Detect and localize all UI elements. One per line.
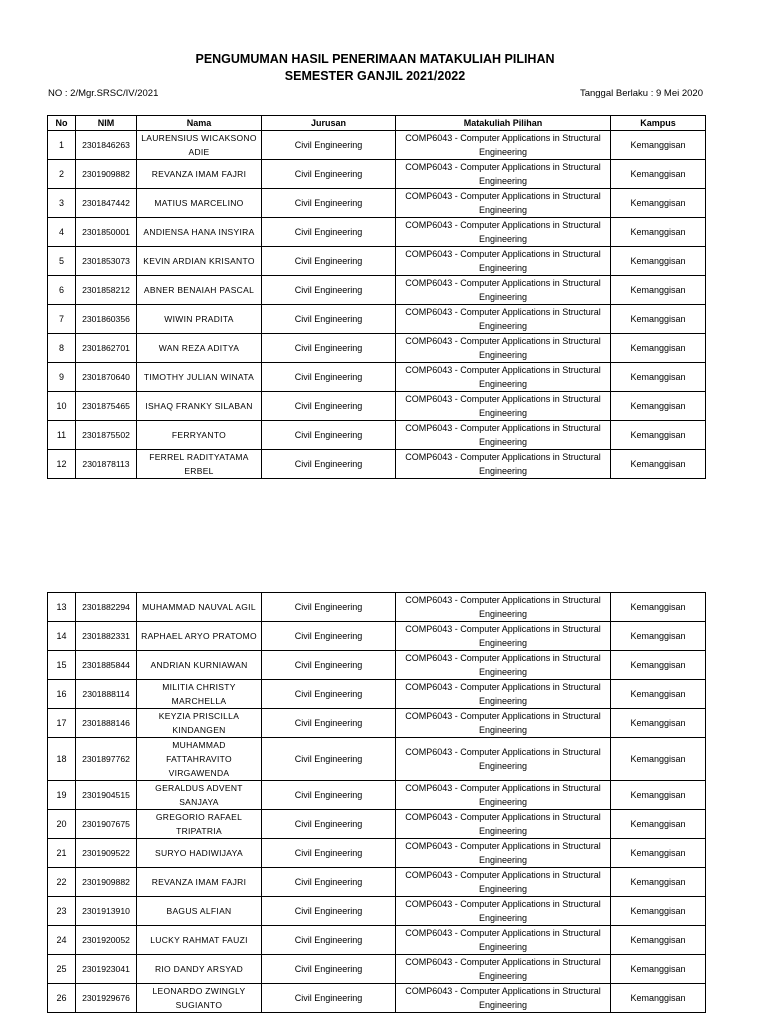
cell-matakuliah: COMP6043 - Computer Applications in Structural Engineering	[396, 392, 611, 421]
cell-jurusan: Civil Engineering	[262, 593, 396, 622]
cell-nim: 2301904515	[76, 781, 137, 810]
cell-kampus: Kemanggisan	[611, 955, 706, 984]
cell-nama: ANDRIAN KURNIAWAN	[137, 651, 262, 680]
cell-nim: 2301847442	[76, 189, 137, 218]
cell-nama: TIMOTHY JULIAN WINATA	[137, 363, 262, 392]
table-row	[48, 305, 706, 334]
cell-matakuliah: COMP6043 - Computer Applications in Structural Engineering	[396, 131, 611, 160]
cell-jurusan: Civil Engineering	[262, 305, 396, 334]
cell-no: 21	[48, 839, 76, 868]
cell-kampus: Kemanggisan	[611, 622, 706, 651]
table-row	[48, 189, 706, 218]
results-table-part-1	[47, 115, 706, 479]
cell-nama: FERRYANTO	[137, 421, 262, 450]
cell-kampus: Kemanggisan	[611, 781, 706, 810]
cell-nama: ANDIENSA HANA INSYIRA	[137, 218, 262, 247]
cell-matakuliah: COMP6043 - Computer Applications in Structural Engineering	[396, 160, 611, 189]
cell-nama: MUHAMMAD FATTAHRAVITO VIRGAWENDA	[137, 738, 262, 781]
cell-jurusan: Civil Engineering	[262, 897, 396, 926]
cell-kampus: Kemanggisan	[611, 363, 706, 392]
cell-nim: 2301860356	[76, 305, 137, 334]
header-jurusan: Jurusan	[262, 116, 396, 131]
cell-nim: 2301885844	[76, 651, 137, 680]
cell-nama: RAPHAEL ARYO PRATOMO	[137, 622, 262, 651]
cell-kampus: Kemanggisan	[611, 450, 706, 479]
header-kampus: Kampus	[611, 116, 706, 131]
cell-kampus: Kemanggisan	[611, 160, 706, 189]
cell-kampus: Kemanggisan	[611, 305, 706, 334]
cell-nama: LEONARDO ZWINGLY SUGIANTO	[137, 984, 262, 1013]
cell-no: 17	[48, 709, 76, 738]
header-nim: NIM	[76, 116, 137, 131]
effective-date: Tanggal Berlaku : 9 Mei 2020	[579, 88, 703, 99]
cell-nim: 2301846263	[76, 131, 137, 160]
table-row	[48, 926, 706, 955]
cell-kampus: Kemanggisan	[611, 334, 706, 363]
cell-matakuliah: COMP6043 - Computer Applications in Structural Engineering	[396, 984, 611, 1013]
cell-matakuliah: COMP6043 - Computer Applications in Structural Engineering	[396, 955, 611, 984]
table-row	[48, 868, 706, 897]
cell-kampus: Kemanggisan	[611, 131, 706, 160]
cell-no: 14	[48, 622, 76, 651]
cell-jurusan: Civil Engineering	[262, 926, 396, 955]
table-row	[48, 955, 706, 984]
cell-nama: MILITIA CHRISTY MARCHELLA	[137, 680, 262, 709]
cell-no: 24	[48, 926, 76, 955]
table-row	[48, 160, 706, 189]
cell-nim: 2301888146	[76, 709, 137, 738]
cell-kampus: Kemanggisan	[611, 680, 706, 709]
cell-nim: 2301853073	[76, 247, 137, 276]
cell-no: 8	[48, 334, 76, 363]
table-row	[48, 810, 706, 839]
cell-matakuliah: COMP6043 - Computer Applications in Structural Engineering	[396, 334, 611, 363]
cell-matakuliah: COMP6043 - Computer Applications in Structural Engineering	[396, 363, 611, 392]
cell-no: 13	[48, 593, 76, 622]
table-row	[48, 593, 706, 622]
cell-no: 15	[48, 651, 76, 680]
cell-matakuliah: COMP6043 - Computer Applications in Structural Engineering	[396, 189, 611, 218]
cell-no: 1	[48, 131, 76, 160]
cell-matakuliah: COMP6043 - Computer Applications in Structural Engineering	[396, 276, 611, 305]
document-number: NO : 2/Mgr.SRSC/IV/2021	[48, 88, 159, 99]
cell-nama: GERALDUS ADVENT SANJAYA	[137, 781, 262, 810]
cell-no: 5	[48, 247, 76, 276]
cell-nim: 2301897762	[76, 738, 137, 781]
cell-matakuliah: COMP6043 - Computer Applications in Structural Engineering	[396, 593, 611, 622]
table-body-2	[48, 593, 706, 1013]
cell-kampus: Kemanggisan	[611, 247, 706, 276]
cell-nim: 2301923041	[76, 955, 137, 984]
cell-jurusan: Civil Engineering	[262, 984, 396, 1013]
cell-no: 10	[48, 392, 76, 421]
cell-kampus: Kemanggisan	[611, 276, 706, 305]
cell-kampus: Kemanggisan	[611, 709, 706, 738]
cell-nim: 2301909882	[76, 868, 137, 897]
cell-nama: WAN REZA ADITYA	[137, 334, 262, 363]
cell-nim: 2301882294	[76, 593, 137, 622]
cell-kampus: Kemanggisan	[611, 738, 706, 781]
cell-no: 12	[48, 450, 76, 479]
cell-matakuliah: COMP6043 - Computer Applications in Structural Engineering	[396, 651, 611, 680]
cell-matakuliah: COMP6043 - Computer Applications in Structural Engineering	[396, 781, 611, 810]
cell-jurusan: Civil Engineering	[262, 839, 396, 868]
cell-no: 18	[48, 738, 76, 781]
cell-jurusan: Civil Engineering	[262, 334, 396, 363]
cell-nim: 2301875502	[76, 421, 137, 450]
cell-nim: 2301907675	[76, 810, 137, 839]
cell-nama: REVANZA IMAM FAJRI	[137, 160, 262, 189]
cell-jurusan: Civil Engineering	[262, 189, 396, 218]
cell-nama: REVANZA IMAM FAJRI	[137, 868, 262, 897]
cell-nim: 2301882331	[76, 622, 137, 651]
cell-jurusan: Civil Engineering	[262, 680, 396, 709]
table-row	[48, 709, 706, 738]
cell-jurusan: Civil Engineering	[262, 131, 396, 160]
cell-nama: RIO DANDY ARSYAD	[137, 955, 262, 984]
cell-nama: ABNER BENAIAH PASCAL	[137, 276, 262, 305]
cell-no: 20	[48, 810, 76, 839]
table-row	[48, 276, 706, 305]
cell-no: 11	[48, 421, 76, 450]
cell-no: 26	[48, 984, 76, 1013]
cell-nim: 2301909882	[76, 160, 137, 189]
cell-nim: 2301878113	[76, 450, 137, 479]
cell-jurusan: Civil Engineering	[262, 810, 396, 839]
cell-nim: 2301875465	[76, 392, 137, 421]
cell-nim: 2301888114	[76, 680, 137, 709]
table-row	[48, 897, 706, 926]
cell-no: 3	[48, 189, 76, 218]
table-row	[48, 781, 706, 810]
cell-nama: MUHAMMAD NAUVAL AGIL	[137, 593, 262, 622]
cell-no: 4	[48, 218, 76, 247]
cell-no: 25	[48, 955, 76, 984]
cell-nama: FERREL RADITYATAMA ERBEL	[137, 450, 262, 479]
cell-nim: 2301920052	[76, 926, 137, 955]
cell-kampus: Kemanggisan	[611, 651, 706, 680]
cell-nama: LAURENSIUS WICAKSONO ADIE	[137, 131, 262, 160]
table-row	[48, 131, 706, 160]
table-header-row	[48, 116, 706, 131]
table-row	[48, 680, 706, 709]
cell-kampus: Kemanggisan	[611, 984, 706, 1013]
cell-nama: MATIUS MARCELINO	[137, 189, 262, 218]
cell-jurusan: Civil Engineering	[262, 651, 396, 680]
cell-kampus: Kemanggisan	[611, 810, 706, 839]
cell-no: 16	[48, 680, 76, 709]
cell-jurusan: Civil Engineering	[262, 781, 396, 810]
table-row	[48, 218, 706, 247]
table-row	[48, 622, 706, 651]
cell-nim: 2301850001	[76, 218, 137, 247]
cell-nim: 2301913910	[76, 897, 137, 926]
cell-matakuliah: COMP6043 - Computer Applications in Structural Engineering	[396, 868, 611, 897]
table-row	[48, 651, 706, 680]
header-matakuliah: Matakuliah Pilihan	[396, 116, 611, 131]
cell-matakuliah: COMP6043 - Computer Applications in Structural Engineering	[396, 421, 611, 450]
table-row	[48, 738, 706, 781]
cell-jurusan: Civil Engineering	[262, 218, 396, 247]
table-row	[48, 247, 706, 276]
cell-matakuliah: COMP6043 - Computer Applications in Structural Engineering	[396, 738, 611, 781]
document-title: PENGUMUMAN HASIL PENERIMAAN MATAKULIAH PILIHAN	[195, 52, 555, 66]
cell-kampus: Kemanggisan	[611, 868, 706, 897]
cell-no: 22	[48, 868, 76, 897]
table-row	[48, 450, 706, 479]
cell-no: 6	[48, 276, 76, 305]
cell-nama: ISHAQ FRANKY SILABAN	[137, 392, 262, 421]
cell-jurusan: Civil Engineering	[262, 450, 396, 479]
cell-jurusan: Civil Engineering	[262, 738, 396, 781]
header-no: No	[48, 116, 76, 131]
cell-nama: KEYZIA PRISCILLA KINDANGEN	[137, 709, 262, 738]
cell-jurusan: Civil Engineering	[262, 160, 396, 189]
header-nama: Nama	[137, 116, 262, 131]
cell-matakuliah: COMP6043 - Computer Applications in Structural Engineering	[396, 810, 611, 839]
cell-jurusan: Civil Engineering	[262, 363, 396, 392]
cell-nama: BAGUS ALFIAN	[137, 897, 262, 926]
cell-kampus: Kemanggisan	[611, 189, 706, 218]
table-row	[48, 839, 706, 868]
cell-nim: 2301929676	[76, 984, 137, 1013]
cell-nim: 2301858212	[76, 276, 137, 305]
document-subtitle: SEMESTER GANJIL 2021/2022	[284, 69, 466, 83]
table-row	[48, 334, 706, 363]
cell-kampus: Kemanggisan	[611, 839, 706, 868]
cell-jurusan: Civil Engineering	[262, 709, 396, 738]
cell-kampus: Kemanggisan	[611, 392, 706, 421]
cell-jurusan: Civil Engineering	[262, 276, 396, 305]
cell-kampus: Kemanggisan	[611, 897, 706, 926]
cell-no: 19	[48, 781, 76, 810]
cell-nama: WIWIN PRADITA	[137, 305, 262, 334]
cell-matakuliah: COMP6043 - Computer Applications in Structural Engineering	[396, 305, 611, 334]
cell-no: 23	[48, 897, 76, 926]
cell-matakuliah: COMP6043 - Computer Applications in Structural Engineering	[396, 926, 611, 955]
cell-jurusan: Civil Engineering	[262, 955, 396, 984]
cell-nim: 2301870640	[76, 363, 137, 392]
cell-nim: 2301862701	[76, 334, 137, 363]
cell-kampus: Kemanggisan	[611, 218, 706, 247]
cell-matakuliah: COMP6043 - Computer Applications in Structural Engineering	[396, 897, 611, 926]
table-body-1	[48, 131, 706, 479]
cell-jurusan: Civil Engineering	[262, 868, 396, 897]
table-row	[48, 363, 706, 392]
cell-kampus: Kemanggisan	[611, 421, 706, 450]
cell-jurusan: Civil Engineering	[262, 247, 396, 276]
cell-nama: SURYO HADIWIJAYA	[137, 839, 262, 868]
table-row	[48, 984, 706, 1013]
cell-matakuliah: COMP6043 - Computer Applications in Structural Engineering	[396, 709, 611, 738]
cell-no: 7	[48, 305, 76, 334]
results-table-part-2	[47, 592, 706, 1013]
cell-nama: LUCKY RAHMAT FAUZI	[137, 926, 262, 955]
cell-matakuliah: COMP6043 - Computer Applications in Structural Engineering	[396, 247, 611, 276]
cell-jurusan: Civil Engineering	[262, 392, 396, 421]
table-row	[48, 392, 706, 421]
cell-nama: KEVIN ARDIAN KRISANTO	[137, 247, 262, 276]
cell-kampus: Kemanggisan	[611, 593, 706, 622]
cell-nim: 2301909522	[76, 839, 137, 868]
cell-matakuliah: COMP6043 - Computer Applications in Structural Engineering	[396, 450, 611, 479]
cell-kampus: Kemanggisan	[611, 926, 706, 955]
cell-jurusan: Civil Engineering	[262, 421, 396, 450]
cell-nama: GREGORIO RAFAEL TRIPATRIA	[137, 810, 262, 839]
cell-no: 9	[48, 363, 76, 392]
cell-matakuliah: COMP6043 - Computer Applications in Structural Engineering	[396, 622, 611, 651]
cell-matakuliah: COMP6043 - Computer Applications in Structural Engineering	[396, 839, 611, 868]
cell-jurusan: Civil Engineering	[262, 622, 396, 651]
table-row	[48, 421, 706, 450]
cell-matakuliah: COMP6043 - Computer Applications in Structural Engineering	[396, 218, 611, 247]
cell-matakuliah: COMP6043 - Computer Applications in Structural Engineering	[396, 680, 611, 709]
cell-no: 2	[48, 160, 76, 189]
